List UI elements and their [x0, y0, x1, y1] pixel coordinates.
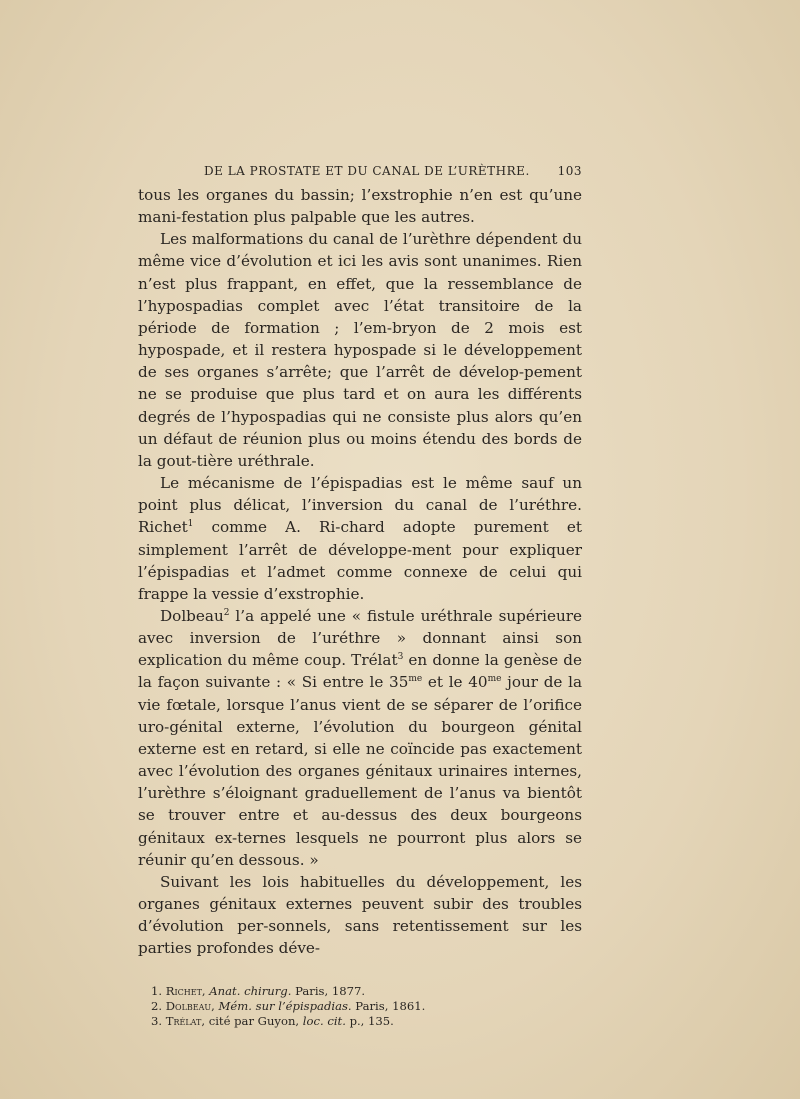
footnote-ref-2: 2 — [223, 607, 230, 618]
footnote-2 — [151, 999, 582, 1014]
footnote-number: 2. — [151, 999, 163, 1014]
text: comme A. Ri-chard adopte purement et simplement l’arrêt de développe-ment pour expliquer l’épispadias et l’admet comme connexe de celui qui frappe la vessie d’exstrophie. — [138, 518, 582, 603]
footnote-3 — [151, 1014, 582, 1029]
footnote-work: Mém. sur l’épispadias. — [218, 999, 352, 1014]
footnote-author: Trélat, — [165, 1014, 206, 1029]
footnote-ref-3: 3 — [397, 652, 404, 663]
footnote-details: p., 135. — [345, 1014, 394, 1029]
paragraph-4 — [138, 605, 582, 871]
footnote-details: cité par Guyon, — [205, 1014, 303, 1029]
text: Le mécanisme de l’épispadias est le même sauf un point plus délicat, l’inversion du canal de l’uréthre. Richet — [138, 474, 582, 537]
text: et le 40 — [422, 673, 488, 692]
text: l’a appelé une « fistule uréthrale supérieure avec inversion de l’uréthre » donnant ainsi son explication du même coup. Trélat — [138, 606, 582, 670]
paragraph-5: Suivant les lois habituelles du développement, les organes génitaux externes peuvent subir des troubles d’évolution per-sonnels, sans retentissement sur les parties profondes déve- — [138, 872, 582, 958]
text: en donne la genèse de la façon suivante : « Si entre le 35 — [138, 651, 582, 692]
footnote-number: 1. — [151, 984, 163, 999]
running-header — [138, 164, 582, 178]
ordinal-suffix: me — [408, 674, 423, 685]
footnote-work: loc. cit. — [302, 1014, 346, 1029]
paragraph-2: Les malformations du canal de l’urèthre dépendent du même vice d’évolution et ici les avis sont unanimes. Rien n’est plus frappant, en effet, que la ressemblance de l’hypospadias complet avec l’état transitoire de la période de formation ; l’em-bryon de 2 mois est hypospade, et il restera hypospade si le développement de ses organes s’arrête; que l’arrêt de dévelop-pement ne se produise que plus tard et on aura les différents degrés de l’hypospadias qui ne consiste plus alors qu’en un défaut de réunion plus ou moins étendu des bords de la gout-tière uréthrale. — [138, 230, 582, 470]
paragraph-3 — [138, 472, 582, 605]
footnote-work: Anat. chirurg. — [209, 984, 292, 999]
book-page — [138, 164, 582, 1029]
footnote-author: Dolbeau, — [165, 999, 215, 1014]
footnote-details: Paris, 1861. — [351, 999, 426, 1014]
running-title: DE LA PROSTATE ET DU CANAL DE L’URÈTHRE. — [204, 164, 530, 178]
footnote-1 — [151, 984, 582, 999]
footnote-details: Paris, 1877. — [291, 984, 366, 999]
text: jour de la vie fœtale, lorsque l’anus vient de se séparer de l’orifice uro-génital externe, l’évolution du bourgeon génital externe est en retard, si elle ne coïncide pas exactement avec l’évolution des organes génitaux urinaires internes, l’urèthre s’éloignant graduellement de l’anus va bientôt se trouver entre et au-dessus des deux bourgeons génitaux ex-ternes lesquels ne pourront plus alors se réunir qu’en dessous. » — [138, 673, 582, 869]
page-number: 103 — [557, 164, 582, 178]
footnotes — [138, 984, 582, 1029]
ordinal-suffix: me — [487, 674, 502, 685]
footnote-number: 3. — [151, 1014, 163, 1029]
footnote-ref-1: 1 — [187, 519, 194, 530]
text: Dolbeau — [160, 606, 224, 625]
paragraph-1: tous les organes du bassin; l’exstrophie n’en est qu’une mani-festation plus palpable que les autres. — [138, 186, 582, 227]
body-text — [138, 184, 582, 959]
footnote-author: Richet, — [165, 984, 206, 999]
